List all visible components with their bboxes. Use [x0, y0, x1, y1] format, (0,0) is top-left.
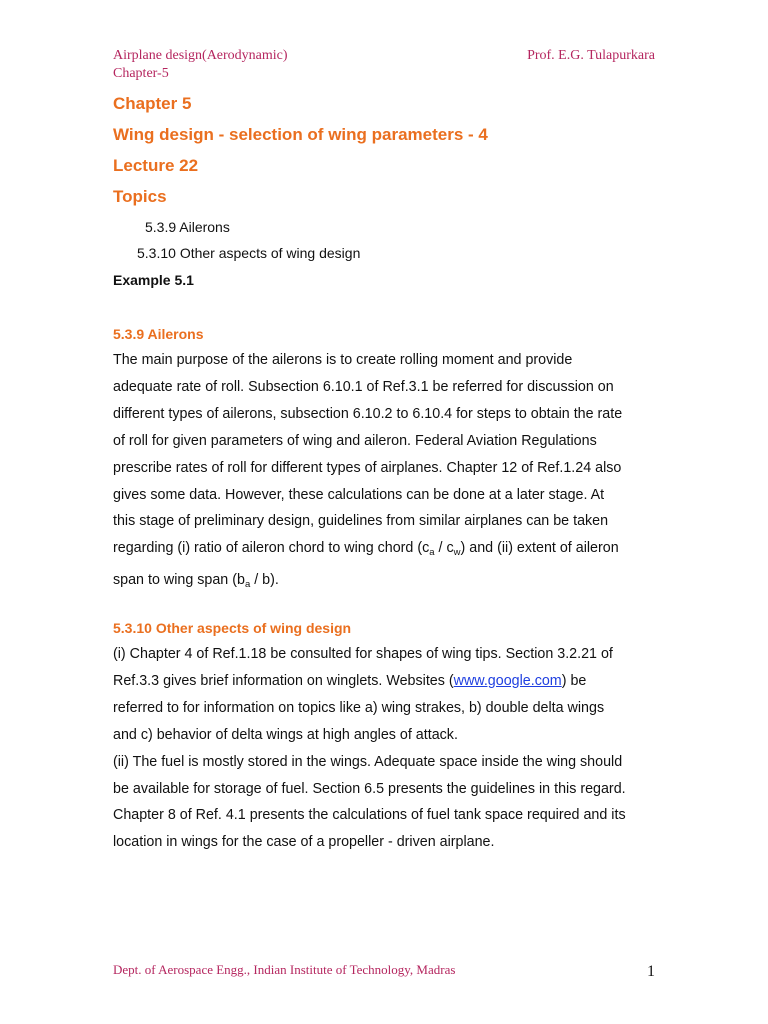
text-line: Chapter 8 of Ref. 4.1 presents the calculations of fuel tank space required and its [113, 807, 626, 824]
text-fragment: regarding (i) ratio of aileron chord to wing chord (c [113, 540, 430, 557]
text-line: prescribe rates of roll for different types of airplanes. Chapter 12 of Ref.1.24 also [113, 459, 622, 476]
text-line: gives some data. However, these calculations can be done at a later stage. At [113, 486, 605, 503]
text-fragment: Ref.3.3 gives brief information on winglets. Websites ( [113, 672, 454, 689]
subscript: a [244, 579, 251, 591]
chapter-heading: Chapter 5 [113, 94, 192, 113]
page-number: 1 [647, 963, 655, 980]
text-fragment: ) and (ii) extent of aileron [460, 540, 619, 557]
lecture-heading: Lecture 22 [113, 156, 199, 175]
section-heading-other-aspects: 5.3.10 Other aspects of wing design [113, 620, 352, 636]
chapter-subtitle: Wing design - selection of wing parameters - 4 [113, 125, 488, 144]
text-line: this stage of preliminary design, guidelines from similar airplanes can be taken [113, 513, 609, 530]
topic-item: 5.3.10 Other aspects of wing design [137, 245, 361, 261]
text-line: The main purpose of the ailerons is to create rolling moment and provide [113, 352, 573, 368]
text-fragment: ) be [561, 672, 587, 689]
text-line: be available for storage of fuel. Section 6.5 presents the guidelines in this regard. [113, 780, 626, 797]
header-title: Airplane design(Aerodynamic) [113, 48, 288, 63]
header-left [113, 47, 288, 83]
footer-institution: Dept. of Aerospace Engg., Indian Institute of Technology, Madras [113, 962, 456, 977]
subscript: a [429, 547, 435, 559]
text-line: (i) Chapter 4 of Ref.1.18 be consulted for shapes of wing tips. Section 3.2.21 of [113, 646, 613, 662]
topic-item: 5.3.9 Ailerons [145, 219, 230, 235]
topics-heading: Topics [113, 187, 167, 206]
text-line: location in wings for the case of a propeller - driven airplane. [113, 834, 495, 851]
text-fragment: / b). [250, 572, 279, 589]
text-line-chord-ratio [113, 535, 658, 567]
paragraph-ailerons [113, 347, 658, 599]
header-author: Prof. E.G. Tulapurkara [527, 48, 655, 63]
text-line: adequate rate of roll. Subsection 6.10.1 of Ref.3.1 be referred for discussion on [113, 378, 614, 395]
text-fragment: span to wing span (b [113, 572, 245, 589]
subscript: w [453, 547, 461, 559]
text-line-with-link [113, 668, 658, 695]
text-line: of roll for given parameters of wing and aileron. Federal Aviation Regulations [113, 432, 597, 449]
header-chapter: Chapter-5 [113, 66, 169, 81]
text-line-span-ratio [113, 567, 658, 599]
text-fragment: / c [434, 540, 454, 557]
text-line: referred to for information on topics like a) wing strakes, b) double delta wings [113, 699, 605, 716]
google-link[interactable]: www.google.com [453, 672, 562, 689]
text-line: and c) behavior of delta wings at high angles of attack. [113, 726, 458, 743]
paragraph-other-aspects [113, 641, 658, 856]
example-label: Example 5.1 [113, 272, 194, 288]
text-line: (ii) The fuel is mostly stored in the wings. Adequate space inside the wing should [113, 753, 623, 770]
text-line: different types of ailerons, subsection 6.10.2 to 6.10.4 for steps to obtain the rate [113, 405, 623, 422]
section-heading-ailerons: 5.3.9 Ailerons [113, 326, 204, 342]
